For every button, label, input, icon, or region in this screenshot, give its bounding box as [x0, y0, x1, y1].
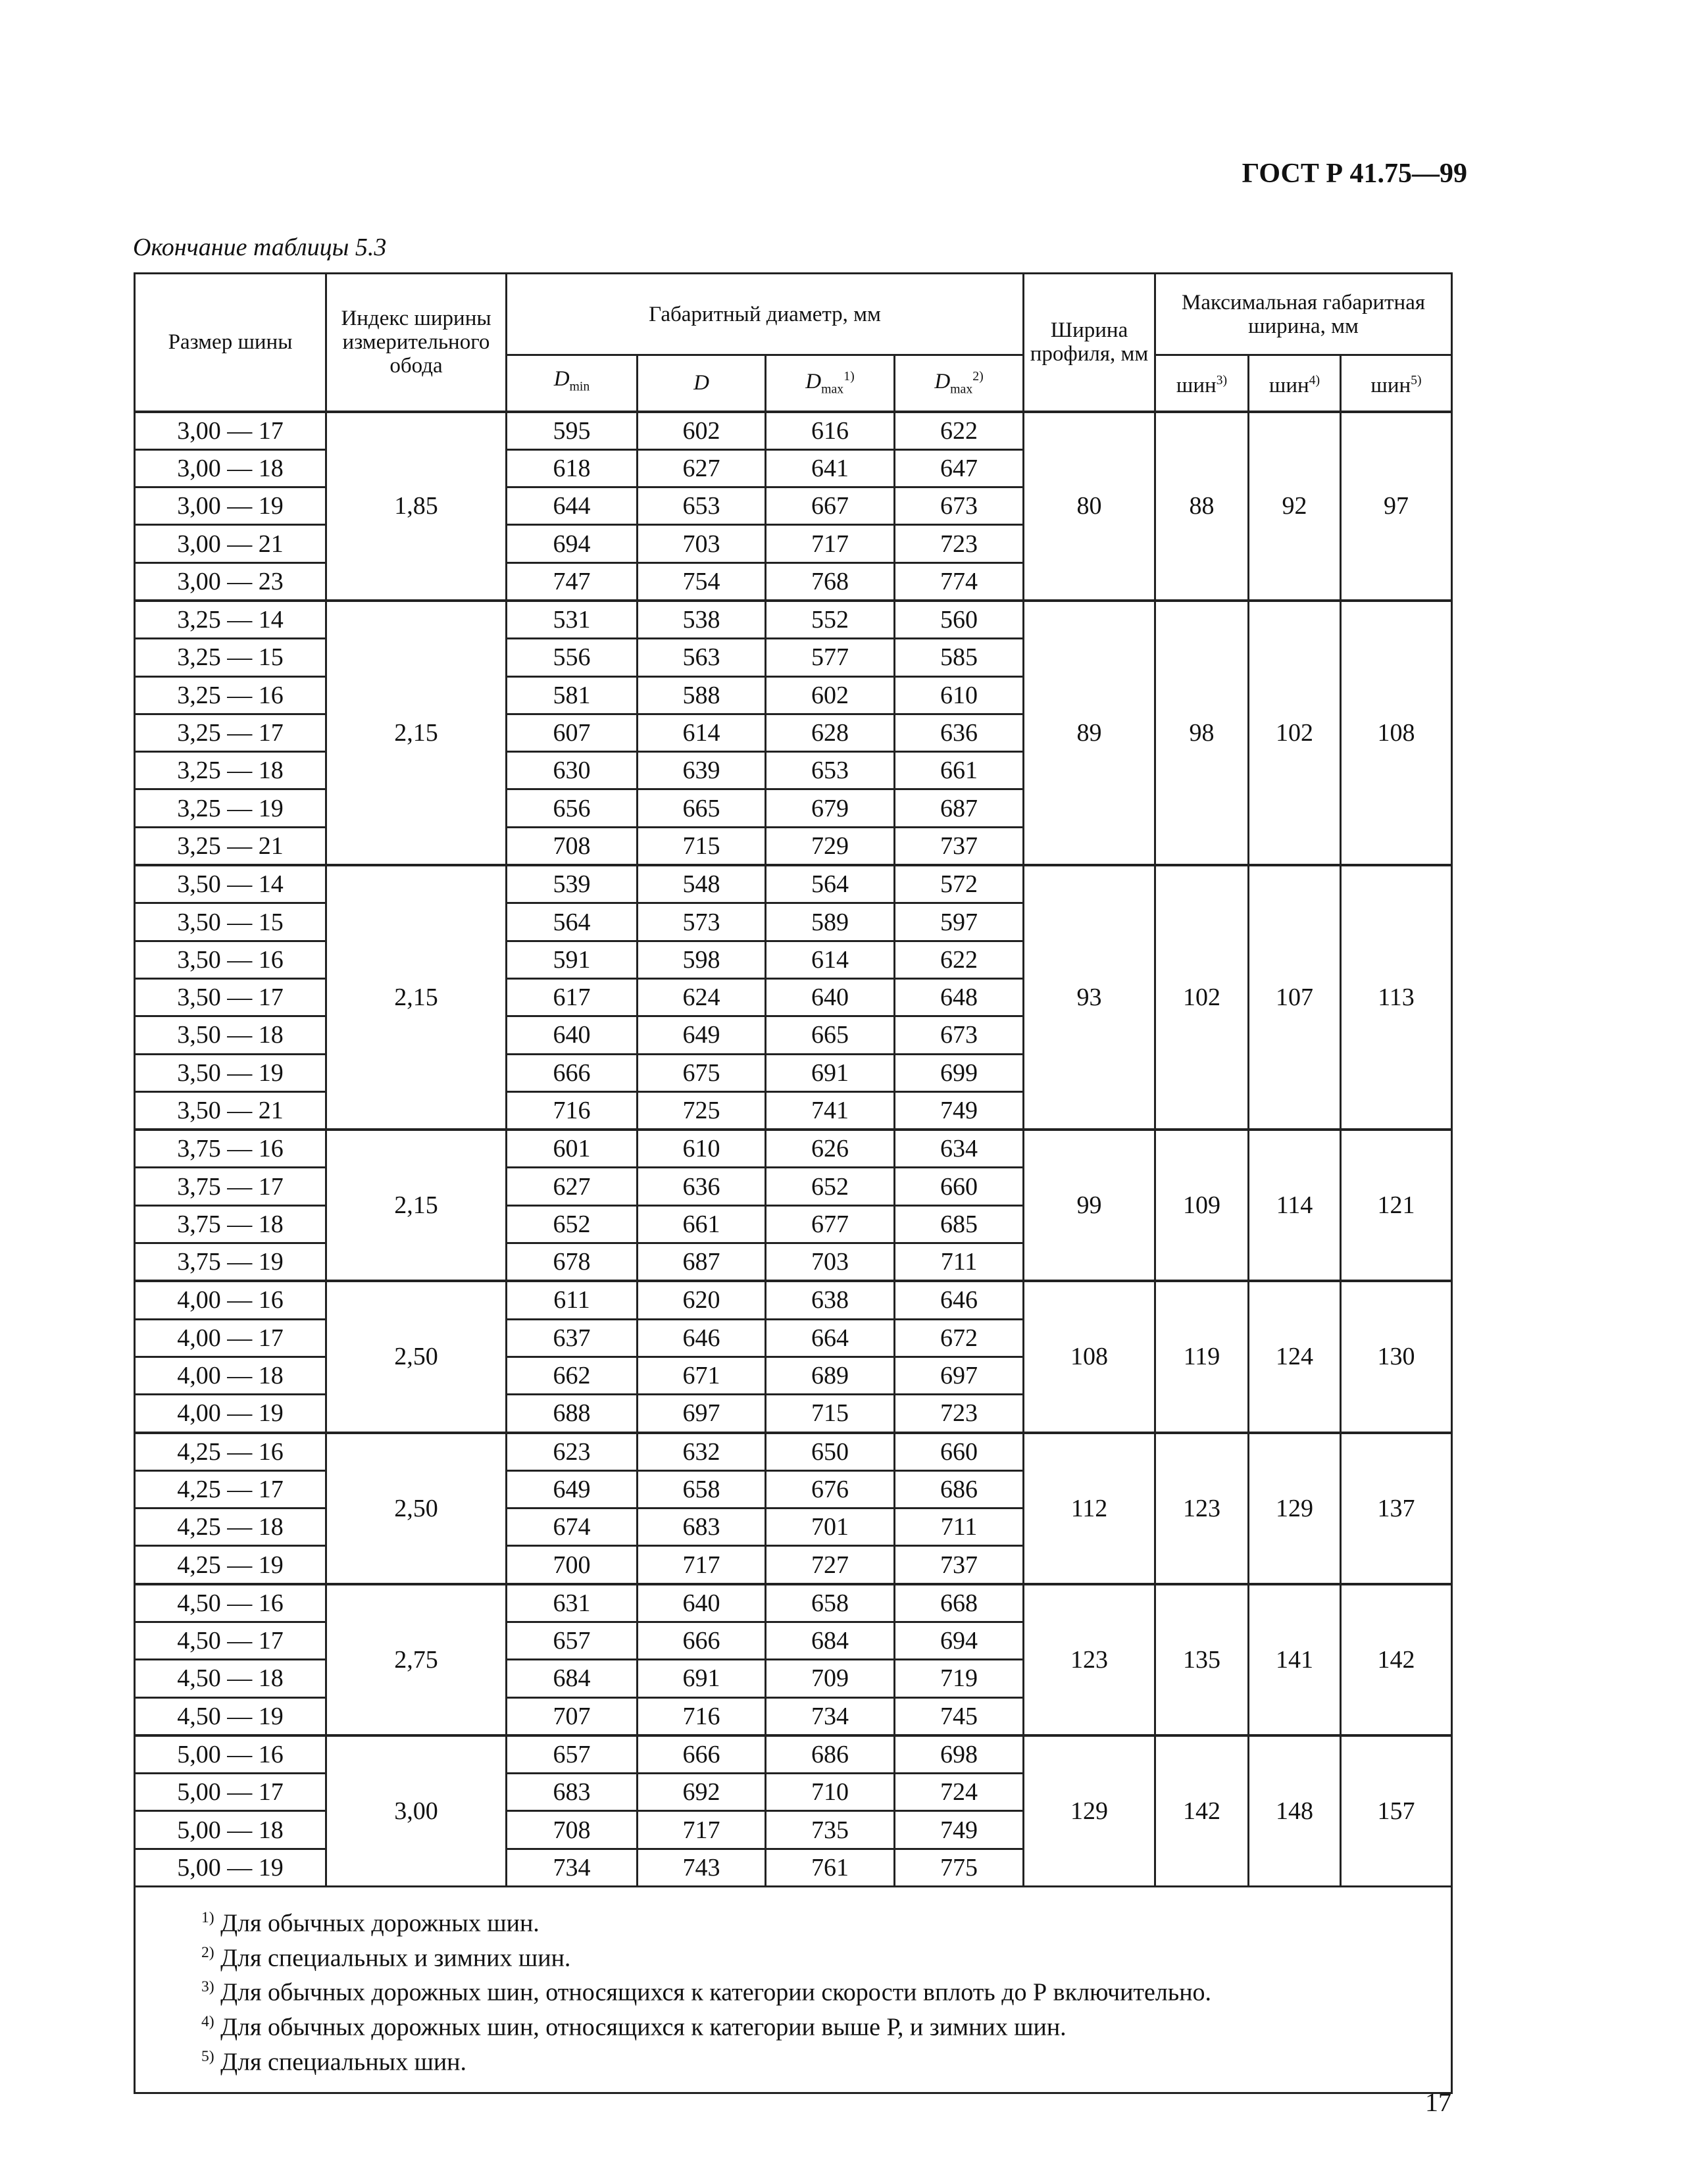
- cell-dmax2: 622: [895, 941, 1024, 978]
- cell-dmax2: 698: [895, 1735, 1024, 1774]
- cell-rim-index: 2,50: [326, 1433, 507, 1584]
- cell-dmax1: 602: [766, 676, 895, 714]
- cell-dmin: 684: [507, 1660, 638, 1697]
- cell-dmin: 674: [507, 1508, 638, 1546]
- cell-width: 93: [1024, 865, 1155, 1130]
- cell-dmax2: 634: [895, 1130, 1024, 1168]
- cell-d: 666: [638, 1622, 766, 1660]
- cell-dmin: 618: [507, 449, 638, 487]
- cell-d: 639: [638, 752, 766, 789]
- cell-size: 5,00 — 16: [135, 1735, 326, 1774]
- cell-dmin: 747: [507, 562, 638, 601]
- page-number: 17: [1425, 2087, 1451, 2117]
- cell-dmax2: 660: [895, 1168, 1024, 1205]
- cell-d: 602: [638, 412, 766, 450]
- cell-dmax1: 626: [766, 1130, 895, 1168]
- cell-dmin: 564: [507, 903, 638, 941]
- footnote-mark: 5): [201, 2047, 214, 2065]
- footnote-mark: 4): [201, 2013, 214, 2031]
- cell-dmax2: 724: [895, 1774, 1024, 1811]
- cell-dmin: 623: [507, 1433, 638, 1471]
- cell-dmin: 630: [507, 752, 638, 789]
- cell-width: 89: [1024, 601, 1155, 865]
- cell-max-width-5: 157: [1341, 1735, 1452, 1887]
- cell-max-width-3: 98: [1155, 601, 1249, 865]
- cell-d: 598: [638, 941, 766, 978]
- table-row: [135, 1130, 1452, 1168]
- header-dmin: $D_{min}$: [507, 355, 638, 412]
- cell-dmax2: 672: [895, 1319, 1024, 1357]
- cell-dmax1: 679: [766, 789, 895, 827]
- cell-dmin: 656: [507, 789, 638, 827]
- table-caption: Окончание таблицы 5.3: [133, 234, 387, 261]
- cell-dmax2: 774: [895, 562, 1024, 601]
- cell-dmax2: 699: [895, 1054, 1024, 1091]
- cell-d: 665: [638, 789, 766, 827]
- table-row: [135, 412, 1452, 450]
- cell-dmax2: 636: [895, 714, 1024, 751]
- cell-d: 624: [638, 978, 766, 1016]
- cell-dmax1: 653: [766, 752, 895, 789]
- cell-dmax2: 660: [895, 1433, 1024, 1471]
- cell-max-width-4: 102: [1249, 601, 1341, 865]
- cell-dmax2: 685: [895, 1205, 1024, 1243]
- cell-width: 129: [1024, 1735, 1155, 1887]
- cell-width: 99: [1024, 1130, 1155, 1281]
- cell-rim-index: 2,15: [326, 601, 507, 865]
- cell-dmin: 657: [507, 1622, 638, 1660]
- cell-dmin: 607: [507, 714, 638, 751]
- cell-dmax2: 687: [895, 789, 1024, 827]
- cell-dmax2: 610: [895, 676, 1024, 714]
- cell-dmax1: 589: [766, 903, 895, 941]
- table-row: [135, 1584, 1452, 1622]
- cell-max-width-3: 109: [1155, 1130, 1249, 1281]
- cell-dmax1: 715: [766, 1395, 895, 1433]
- cell-size: 5,00 — 18: [135, 1811, 326, 1849]
- cell-max-width-4: 92: [1249, 412, 1341, 601]
- cell-size: 4,25 — 16: [135, 1433, 326, 1471]
- cell-dmax1: 677: [766, 1205, 895, 1243]
- cell-dmin: 581: [507, 676, 638, 714]
- header-max-width: Максимальная габаритная ширина, мм: [1155, 274, 1452, 355]
- cell-max-width-3: 102: [1155, 865, 1249, 1130]
- cell-dmax2: 673: [895, 1016, 1024, 1054]
- cell-dmax1: 667: [766, 487, 895, 525]
- cell-dmax1: 641: [766, 449, 895, 487]
- cell-size: 4,25 — 19: [135, 1546, 326, 1584]
- cell-size: 5,00 — 17: [135, 1774, 326, 1811]
- cell-dmin: 666: [507, 1054, 638, 1091]
- table-body: [135, 412, 1452, 2093]
- cell-dmax2: 560: [895, 601, 1024, 639]
- cell-max-width-5: 137: [1341, 1433, 1452, 1584]
- cell-dmax2: 622: [895, 412, 1024, 450]
- cell-d: 754: [638, 562, 766, 601]
- cell-size: 4,00 — 19: [135, 1395, 326, 1433]
- cell-dmax1: 650: [766, 1433, 895, 1471]
- cell-dmax2: 711: [895, 1508, 1024, 1546]
- cell-size: 3,75 — 16: [135, 1130, 326, 1168]
- cell-size: 3,50 — 17: [135, 978, 326, 1016]
- cell-dmax1: 614: [766, 941, 895, 978]
- cell-d: 649: [638, 1016, 766, 1054]
- cell-max-width-5: 97: [1341, 412, 1452, 601]
- cell-d: 632: [638, 1433, 766, 1471]
- cell-rim-index: 2,15: [326, 865, 507, 1130]
- cell-dmin: 591: [507, 941, 638, 978]
- cell-dmax1: 577: [766, 639, 895, 676]
- cell-dmax1: 686: [766, 1735, 895, 1774]
- cell-dmax2: 775: [895, 1849, 1024, 1886]
- footnotes: [135, 1887, 1452, 2093]
- table-row: [135, 601, 1452, 639]
- cell-dmax2: 648: [895, 978, 1024, 1016]
- cell-d: 743: [638, 1849, 766, 1886]
- cell-d: 646: [638, 1319, 766, 1357]
- cell-dmax2: 694: [895, 1622, 1024, 1660]
- cell-size: 3,25 — 19: [135, 789, 326, 827]
- cell-dmax2: 745: [895, 1697, 1024, 1735]
- cell-dmax1: 768: [766, 562, 895, 601]
- cell-dmin: 652: [507, 1205, 638, 1243]
- cell-dmin: 595: [507, 412, 638, 450]
- cell-d: 620: [638, 1281, 766, 1319]
- cell-dmin: 707: [507, 1697, 638, 1735]
- cell-size: 3,25 — 14: [135, 601, 326, 639]
- cell-rim-index: 1,85: [326, 412, 507, 601]
- cell-dmin: 734: [507, 1849, 638, 1886]
- cell-size: 3,00 — 17: [135, 412, 326, 450]
- cell-rim-index: 2,75: [326, 1584, 507, 1735]
- cell-size: 4,00 — 18: [135, 1357, 326, 1394]
- cell-d: 588: [638, 676, 766, 714]
- cell-d: 627: [638, 449, 766, 487]
- cell-dmax1: 552: [766, 601, 895, 639]
- cell-d: 691: [638, 1660, 766, 1697]
- cell-dmin: 708: [507, 827, 638, 865]
- cell-d: 573: [638, 903, 766, 941]
- cell-d: 661: [638, 1205, 766, 1243]
- cell-max-width-4: 124: [1249, 1281, 1341, 1432]
- cell-size: 3,25 — 17: [135, 714, 326, 751]
- cell-size: 3,75 — 18: [135, 1205, 326, 1243]
- cell-d: 636: [638, 1168, 766, 1205]
- cell-size: 5,00 — 19: [135, 1849, 326, 1886]
- cell-max-width-5: 113: [1341, 865, 1452, 1130]
- cell-dmax1: 628: [766, 714, 895, 751]
- cell-size: 3,25 — 16: [135, 676, 326, 714]
- cell-dmin: 688: [507, 1395, 638, 1433]
- cell-d: 717: [638, 1546, 766, 1584]
- footnote-mark: 1): [201, 1909, 214, 1927]
- cell-d: 687: [638, 1243, 766, 1282]
- header-diameter: Габаритный диаметр, мм: [507, 274, 1024, 355]
- cell-d: 697: [638, 1395, 766, 1433]
- cell-dmax1: 761: [766, 1849, 895, 1886]
- cell-dmax1: 676: [766, 1470, 895, 1508]
- cell-d: 683: [638, 1508, 766, 1546]
- footnote-text: Для обычных дорожных шин, относящихся к категории выше Р, и зимних шин.: [220, 2013, 1067, 2041]
- cell-size: 3,50 — 19: [135, 1054, 326, 1091]
- cell-dmax1: 640: [766, 978, 895, 1016]
- footnote: [201, 1972, 1451, 2007]
- cell-d: 538: [638, 601, 766, 639]
- cell-d: 666: [638, 1735, 766, 1774]
- cell-max-width-4: 129: [1249, 1433, 1341, 1584]
- cell-dmax2: 661: [895, 752, 1024, 789]
- cell-dmax1: 709: [766, 1660, 895, 1697]
- cell-max-width-4: 141: [1249, 1584, 1341, 1735]
- cell-dmax2: 572: [895, 865, 1024, 903]
- cell-max-width-4: 114: [1249, 1130, 1341, 1281]
- cell-rim-index: 2,15: [326, 1130, 507, 1281]
- cell-dmin: 531: [507, 601, 638, 639]
- cell-dmax1: 665: [766, 1016, 895, 1054]
- cell-dmax1: 735: [766, 1811, 895, 1849]
- cell-max-width-5: 130: [1341, 1281, 1452, 1432]
- cell-d: 675: [638, 1054, 766, 1091]
- cell-size: 4,00 — 16: [135, 1281, 326, 1319]
- cell-size: 3,50 — 14: [135, 865, 326, 903]
- cell-size: 3,75 — 17: [135, 1168, 326, 1205]
- cell-dmax2: 697: [895, 1357, 1024, 1394]
- header-d: D: [638, 355, 766, 412]
- cell-dmax1: 638: [766, 1281, 895, 1319]
- cell-dmin: 694: [507, 525, 638, 562]
- cell-width: 123: [1024, 1584, 1155, 1735]
- cell-size: 4,00 — 17: [135, 1319, 326, 1357]
- cell-d: 563: [638, 639, 766, 676]
- cell-dmin: 601: [507, 1130, 638, 1168]
- cell-size: 4,25 — 17: [135, 1470, 326, 1508]
- footnote-text: Для специальных шин.: [220, 2048, 467, 2076]
- cell-size: 4,50 — 17: [135, 1622, 326, 1660]
- cell-dmin: 683: [507, 1774, 638, 1811]
- cell-dmax2: 749: [895, 1091, 1024, 1130]
- cell-dmax1: 734: [766, 1697, 895, 1735]
- table-row: [135, 865, 1452, 903]
- cell-size: 4,50 — 18: [135, 1660, 326, 1697]
- cell-size: 3,25 — 18: [135, 752, 326, 789]
- footnote: [201, 1903, 1451, 1938]
- cell-dmax1: 741: [766, 1091, 895, 1130]
- cell-dmax1: 729: [766, 827, 895, 865]
- cell-max-width-5: 121: [1341, 1130, 1452, 1281]
- cell-max-width-3: 123: [1155, 1433, 1249, 1584]
- cell-dmin: 662: [507, 1357, 638, 1394]
- cell-dmin: 637: [507, 1319, 638, 1357]
- header-dmax2: $D_{max}^{2)}$: [895, 355, 1024, 412]
- footnote-text: Для специальных и зимних шин.: [220, 1944, 571, 1972]
- cell-dmin: 640: [507, 1016, 638, 1054]
- header-size: Размер шины: [135, 274, 326, 412]
- cell-dmax1: 684: [766, 1622, 895, 1660]
- table-row: [135, 1281, 1452, 1319]
- cell-max-width-5: 108: [1341, 601, 1452, 865]
- cell-max-width-3: 88: [1155, 412, 1249, 601]
- header-tire4: шин$^{4)}$: [1249, 355, 1341, 412]
- cell-dmin: 657: [507, 1735, 638, 1774]
- cell-dmin: 644: [507, 487, 638, 525]
- footnote: [201, 2007, 1451, 2042]
- cell-dmax1: 616: [766, 412, 895, 450]
- header-dmax1: $D_{max}^{1)}$: [766, 355, 895, 412]
- cell-dmin: 631: [507, 1584, 638, 1622]
- cell-size: 3,50 — 21: [135, 1091, 326, 1130]
- cell-size: 3,00 — 23: [135, 562, 326, 601]
- header-width: Ширина профиля, мм: [1024, 274, 1155, 412]
- cell-dmax2: 711: [895, 1243, 1024, 1282]
- cell-dmax1: 664: [766, 1319, 895, 1357]
- cell-dmin: 556: [507, 639, 638, 676]
- cell-width: 112: [1024, 1433, 1155, 1584]
- cell-d: 614: [638, 714, 766, 751]
- header-tire5: шин$^{5)}$: [1341, 355, 1452, 412]
- cell-d: 671: [638, 1357, 766, 1394]
- footnote-text: Для обычных дорожных шин.: [220, 1909, 540, 1937]
- cell-dmax1: 658: [766, 1584, 895, 1622]
- cell-size: 3,75 — 19: [135, 1243, 326, 1282]
- cell-dmax1: 717: [766, 525, 895, 562]
- cell-size: 4,50 — 16: [135, 1584, 326, 1622]
- tire-dimensions-table: [134, 272, 1453, 2094]
- cell-dmax2: 723: [895, 1395, 1024, 1433]
- cell-dmin: 627: [507, 1168, 638, 1205]
- footnote-mark: 3): [201, 1978, 214, 1996]
- document-code: ГОСТ Р 41.75—99: [1242, 159, 1467, 189]
- cell-dmax1: 701: [766, 1508, 895, 1546]
- cell-dmin: 539: [507, 865, 638, 903]
- cell-size: 3,00 — 19: [135, 487, 326, 525]
- cell-dmin: 611: [507, 1281, 638, 1319]
- cell-d: 692: [638, 1774, 766, 1811]
- cell-size: 3,50 — 15: [135, 903, 326, 941]
- cell-d: 653: [638, 487, 766, 525]
- cell-dmax1: 689: [766, 1357, 895, 1394]
- table-row: [135, 1433, 1452, 1471]
- cell-dmin: 716: [507, 1091, 638, 1130]
- cell-dmax2: 719: [895, 1660, 1024, 1697]
- cell-size: 3,25 — 15: [135, 639, 326, 676]
- cell-dmax2: 597: [895, 903, 1024, 941]
- cell-dmax2: 646: [895, 1281, 1024, 1319]
- cell-max-width-3: 142: [1155, 1735, 1249, 1887]
- cell-dmax1: 703: [766, 1243, 895, 1282]
- footnote: [201, 1938, 1451, 1973]
- cell-max-width-4: 148: [1249, 1735, 1341, 1887]
- cell-size: 4,25 — 18: [135, 1508, 326, 1546]
- footnotes-row: [135, 1887, 1452, 2093]
- cell-d: 716: [638, 1697, 766, 1735]
- cell-dmax2: 686: [895, 1470, 1024, 1508]
- cell-dmax1: 691: [766, 1054, 895, 1091]
- header-rim-index: Индекс ширины измерительного обода: [326, 274, 507, 412]
- cell-d: 640: [638, 1584, 766, 1622]
- cell-d: 548: [638, 865, 766, 903]
- cell-dmax1: 710: [766, 1774, 895, 1811]
- footnote: [201, 2042, 1451, 2077]
- cell-max-width-3: 119: [1155, 1281, 1249, 1432]
- cell-dmin: 678: [507, 1243, 638, 1282]
- cell-d: 703: [638, 525, 766, 562]
- cell-d: 725: [638, 1091, 766, 1130]
- cell-dmax1: 727: [766, 1546, 895, 1584]
- cell-d: 658: [638, 1470, 766, 1508]
- footnote-text: Для обычных дорожных шин, относящихся к категории скорости вплоть до Р включительно.: [220, 1979, 1212, 2007]
- cell-dmax2: 585: [895, 639, 1024, 676]
- cell-dmin: 708: [507, 1811, 638, 1849]
- cell-dmin: 617: [507, 978, 638, 1016]
- cell-dmax2: 673: [895, 487, 1024, 525]
- cell-dmax2: 668: [895, 1584, 1024, 1622]
- cell-dmax1: 652: [766, 1168, 895, 1205]
- cell-dmax2: 737: [895, 1546, 1024, 1584]
- cell-d: 717: [638, 1811, 766, 1849]
- cell-dmax2: 723: [895, 525, 1024, 562]
- cell-max-width-5: 142: [1341, 1584, 1452, 1735]
- cell-size: 3,00 — 18: [135, 449, 326, 487]
- cell-max-width-3: 135: [1155, 1584, 1249, 1735]
- cell-size: 3,50 — 18: [135, 1016, 326, 1054]
- cell-dmax2: 749: [895, 1811, 1024, 1849]
- cell-size: 3,00 — 21: [135, 525, 326, 562]
- cell-rim-index: 2,50: [326, 1281, 507, 1432]
- cell-dmin: 649: [507, 1470, 638, 1508]
- cell-size: 3,50 — 16: [135, 941, 326, 978]
- cell-dmax2: 737: [895, 827, 1024, 865]
- cell-d: 610: [638, 1130, 766, 1168]
- cell-rim-index: 3,00: [326, 1735, 507, 1887]
- cell-d: 715: [638, 827, 766, 865]
- header-tire3: шин$^{3)}$: [1155, 355, 1249, 412]
- cell-size: 3,25 — 21: [135, 827, 326, 865]
- cell-max-width-4: 107: [1249, 865, 1341, 1130]
- cell-dmin: 700: [507, 1546, 638, 1584]
- cell-width: 80: [1024, 412, 1155, 601]
- cell-dmax2: 647: [895, 449, 1024, 487]
- table-row: [135, 1735, 1452, 1774]
- cell-dmax1: 564: [766, 865, 895, 903]
- footnote-mark: 2): [201, 1943, 214, 1961]
- cell-width: 108: [1024, 1281, 1155, 1432]
- cell-size: 4,50 — 19: [135, 1697, 326, 1735]
